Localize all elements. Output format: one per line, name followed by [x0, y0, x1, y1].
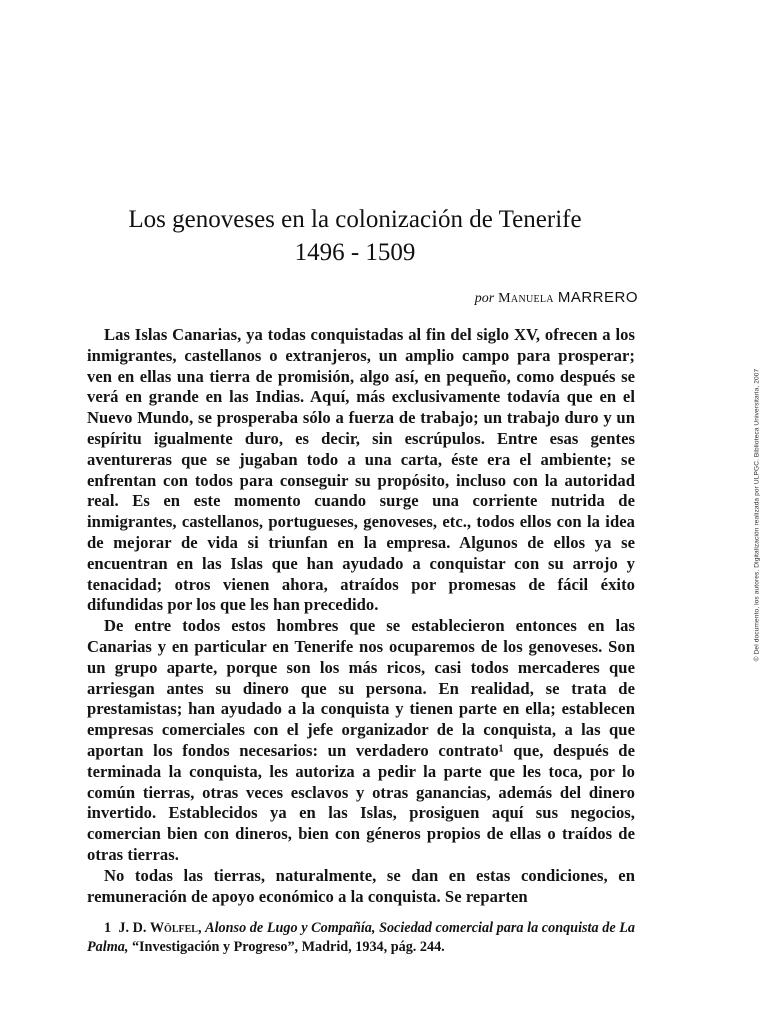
footnote — [87, 919, 635, 957]
author-byline — [475, 289, 638, 307]
footnote-work: Alonso de Lugo y Compañía, Sociedad comercial para la conquista de La Palma, — [87, 920, 636, 955]
byline-por: por — [474, 291, 495, 306]
footnote-number: 1 — [104, 920, 112, 936]
digitization-copyright-note: © Del documento, los autores. Digitalización realizada por ULPGC. Biblioteca Universitaria, 2007 — [753, 368, 761, 662]
footnote-publication: “Investigación y Progreso”, Madrid, 1934, pág. 244. — [131, 939, 445, 955]
footnote-text — [87, 919, 635, 957]
body-paragraph: Las Islas Canarias, ya todas conquistadas al fin del siglo XV, ofrecen a los inmigrantes, castellanos o extranjeros, un amplio campo para prosperar; ven en ellas una tierra de promisión, algo así, en pequeño, como después se verá en grande en las Indias. Aquí, más exclusivamente todavía que en el Nuevo Mundo, se prosperaba sólo a fuerza de trabajo; un trabajo duro y un espíritu igualmente duro, es decir, sin escrúpulos. Entre esas gentes aventureras que se jugaban todo a una carta, éste era el ambiente; se enfrentan con todos para conseguir su propósito, incluso con la autoridad real. Es en este momento cuando surge una corriente nutrida de inmigrantes, castellanos, portugueses, genoveses, etc., todos ellos con la idea de mejorar de vida si triunfan en la empresa. Algunos de ellos ya se encuentran en las Islas que han ayudado a conquistar con su arrojo y tenacidad; otros vienen ahora, atraídos por promesas de fácil éxito difundidas por los que les han precedido. — [87, 325, 635, 615]
article-title: Los genoveses en la colonización de Tenerife — [128, 206, 582, 233]
author-last-name: MARRERO — [557, 289, 638, 306]
body-paragraph: De entre todos estos hombres que se establecieron entonces en las Canarias y en particular en Tenerife nos ocuparemos de los genoveses. Son un grupo aparte, porque son los más ricos, casi todos mercaderes que arriesgan antes su dinero que su persona. En realidad, se trata de prestamistas; han ayudado a la conquista y tienen parte en ella; establecen empresas comerciales con el jefe organizador de la conquista, a las que aportan los fondos necesarios: un verdadero contrato¹ que, después de terminada la conquista, les autoriza a pedir la parte que les toca, por lo común tierras, otras veces esclavos y otras ganancias, además del dinero invertido. Establecidos ya en las Islas, prosiguen aquí sus negocios, comercian bien con dineros, bien con géneros propios de ellas o traídos de otras tierras. — [87, 616, 635, 864]
author-first-name: Manuela — [498, 291, 554, 306]
article-title-years: 1496 - 1509 — [294, 239, 416, 266]
article-body — [87, 325, 635, 907]
body-paragraph: No todas las tierras, naturalmente, se dan en estas condiciones, en remuneración de apoyo económico a la conquista. Se reparten — [87, 865, 635, 906]
footnote-author: J. D. Wölfel, — [118, 920, 202, 936]
